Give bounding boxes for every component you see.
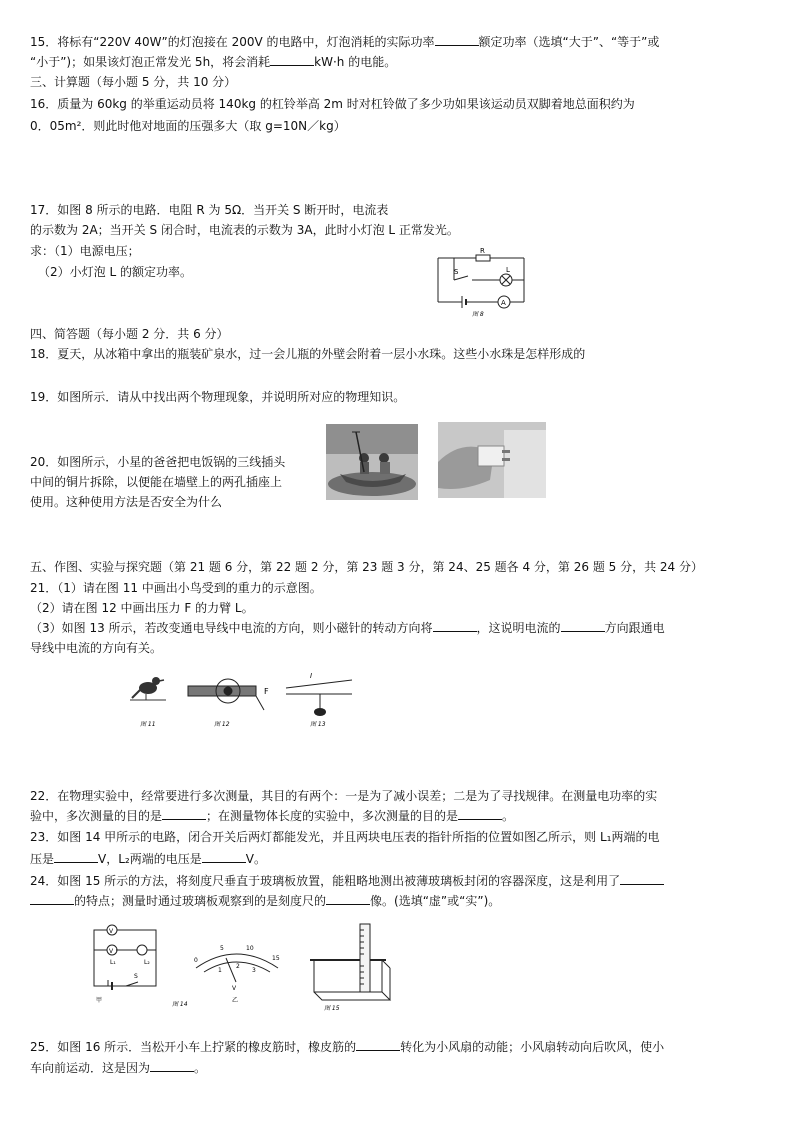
tick-3: 3 [252,967,256,974]
q21-line2: （2）请在图 12 中画出压力 F 的力臂 L。 [30,601,254,615]
plug-photo [438,422,546,498]
dial-unit: V [232,985,237,992]
section-3-heading: 三、计算题（每小题 5 分，共 10 分） [30,75,237,89]
bird-icon [130,677,166,700]
q15-line1: 15．将标有“220V 40W”的灯泡接在 200V 的电路中，灯泡消耗的实际功率 额定功率（选填“大于”、“等于”或 [30,35,660,49]
figures-11-13 [126,666,356,730]
q17-line2: 的示数为 2A；当开关 S 闭合时，电流表的示数为 3A，此时小灯泡 L 正常发光。 [30,223,459,237]
q20-line1: 20．如图所示，小星的爸爸把电饭锅的三线插头 [30,455,286,469]
q17-line1: 17．如图 8 所示的电路．电阻 R 为 5Ω．当开关 S 断开时，电流表 [30,203,389,217]
tick-10: 10 [246,945,254,952]
q23-line2: 压是 V，L₂两端的电压是 V。 [30,852,266,866]
answer-blank[interactable] [435,34,479,46]
figure-12-caption: 图 12 [214,721,230,728]
section-5-heading: 五、作图、实验与探究题（第 21 题 6 分，第 22 题 2 分，第 23 题 3 分，第 24、25 题各 4 分，第 26 题 5 分，共 24 分） [30,560,703,574]
tick-15: 15 [272,955,280,962]
label-i: I [310,672,313,680]
voltmeter-v1: V [109,928,114,935]
figure-11-caption: 图 11 [140,721,156,728]
q17-line4: （2）小灯泡 L 的额定功率。 [38,265,192,279]
q22-line2: 验中，多次测量的目的是 ；在测量物体长度的实验中，多次测量的目的是 。 [30,809,515,823]
tick-5: 5 [220,945,224,952]
voltmeter-v2: V [109,948,114,955]
figure-8-caption: 图 8 [472,311,484,318]
answer-blank[interactable] [150,1060,194,1072]
tick-2: 2 [236,963,240,970]
answer-blank[interactable] [30,893,74,905]
tick-0: 0 [194,957,198,964]
label-jia: 甲 [96,997,103,1004]
q21-line1: 21．（1）请在图 11 中画出小鸟受到的重力的示意图。 [30,581,322,595]
q25-line1: 25．如图 16 所示．当松开小车上拧紧的橡皮筋时，橡皮筋的 转化为小风扇的动能；小风扇转动向后吹风，使小 [30,1040,665,1054]
answer-blank[interactable] [356,1039,400,1051]
q19: 19．如图所示．请从中找出两个物理现象，并说明所对应的物理知识。 [30,390,406,404]
q20-line2: 中间的铜片拆除，以便能在墙壁上的两孔插座上 [30,475,283,489]
figure-15-caption: 图 15 [324,1005,340,1012]
q23-line1: 23．如图 14 甲所示的电路，闭合开关后两灯都能发光，并且两块电压表的指针所指的位置如图乙所示，则 L₁两端的电 [30,830,660,844]
label-r: R [480,247,485,255]
label-yi: 乙 [232,997,239,1004]
label-l: L [506,266,510,274]
q25-line2: 车向前运动．这是因为 。 [30,1061,207,1075]
q17-line3: 求：（1）电源电压； [30,244,140,258]
answer-blank[interactable] [458,808,502,820]
section-4-heading: 四、简答题（每小题 2 分．共 6 分） [30,327,229,341]
label-l2: L₂ [144,959,150,966]
q24-line1: 24．如图 15 所示的方法，将刻度尺垂直于玻璃板放置，能粗略地测出被薄玻璃板封闭的容器深度，这是利用了 [30,873,664,889]
label-f: F [264,687,269,696]
answer-blank[interactable] [202,851,246,863]
figure-14-caption: 图 14 [172,1001,188,1008]
figure-8-circuit [436,246,526,318]
label-l1: L₁ [110,959,116,966]
q22-line1: 22．在物理实验中，经常要进行多次测量，其目的有两个：一是为了减小误差；二是为了寻找规律。在测量电功率的实 [30,789,658,803]
label-a: A [501,299,506,307]
q16-line1: 16．质量为 60kg 的举重运动员将 140kg 的杠铃举高 2m 时对杠铃做了多少功如果该运动员双脚着地总面积约为 [30,97,635,111]
q21-line3: （3）如图 13 所示，若改变通电导线中电流的方向，则小磁针的转动方向将 ，这说明电流的 方向跟通电 [30,621,665,635]
figure-13-caption: 图 13 [310,721,326,728]
fishing-boat-photo [326,424,418,500]
q24-line2: 的特点；测量时通过玻璃板观察到的是刻度尺的 像。(选填“虚”或“实”)。 [30,893,500,909]
q15-line2: “小于”)；如果该灯泡正常发光 5h，将会消耗 kW·h 的电能。 [30,55,397,69]
q21-line4: 导线中电流的方向有关。 [30,641,163,655]
label-s: S [134,973,138,980]
figures-14-15 [86,920,396,1012]
answer-blank[interactable] [561,620,605,632]
answer-blank[interactable] [270,54,314,66]
q18: 18．夏天，从冰箱中拿出的瓶装矿泉水，过一会儿瓶的外壁会附着一层小水珠。这些小水珠是怎样形成的 [30,347,586,361]
answer-blank[interactable] [326,893,370,905]
answer-blank[interactable] [54,851,98,863]
answer-blank[interactable] [433,620,477,632]
q16-line2: 0．05m²．则此时他对地面的压强多大（取 g=10N／kg） [30,119,346,133]
answer-blank[interactable] [162,808,206,820]
label-s: S [454,268,459,276]
answer-blank[interactable] [620,873,664,885]
tick-1: 1 [218,967,222,974]
q20-line3: 使用。这种使用方法是否安全为什么 [30,495,223,509]
